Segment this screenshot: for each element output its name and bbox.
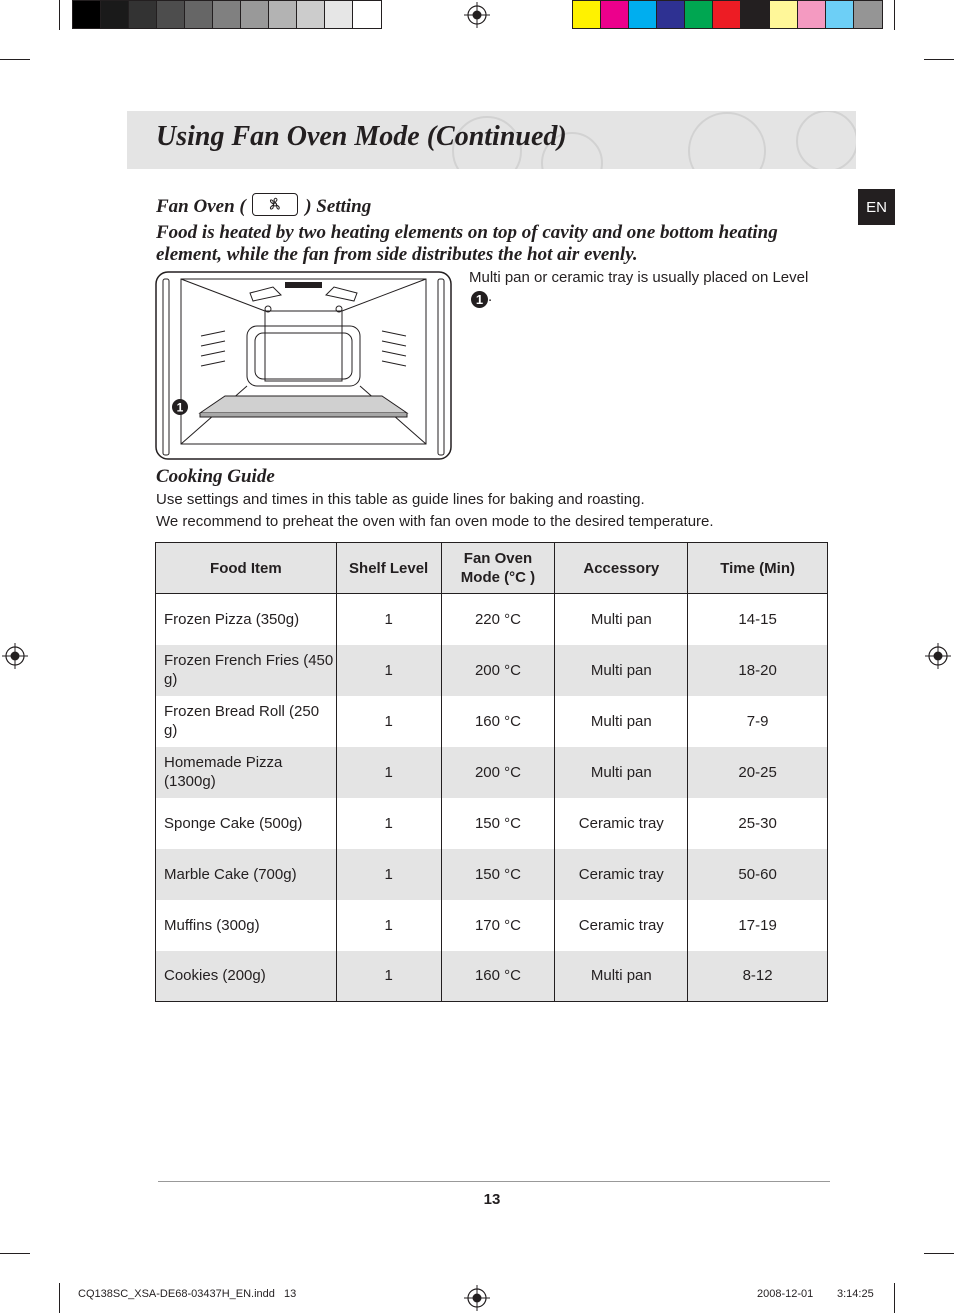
crop-mark — [924, 1253, 954, 1254]
time-cell: 17-19 — [688, 900, 828, 951]
shelf-level-cell: 1 — [336, 900, 441, 951]
accessory-cell: Ceramic tray — [555, 849, 688, 900]
color-swatch — [129, 1, 157, 28]
diagram-level-badge: 1 — [176, 400, 184, 415]
crop-mark — [924, 59, 954, 60]
color-swatch — [297, 1, 325, 28]
placement-note-end: . — [488, 288, 493, 305]
color-swatch — [657, 1, 685, 28]
temperature-cell: 150 °C — [441, 798, 555, 849]
intro-text: Food is heated by two heating elements on top of cavity and one bottom heating element, while the fan from side distributes the hot air evenly. — [156, 222, 778, 265]
table-header-row — [156, 543, 828, 594]
placement-note — [469, 268, 809, 308]
accessory-cell: Multi pan — [555, 696, 688, 747]
color-swatch — [185, 1, 213, 28]
cooking-guide-table — [155, 542, 828, 1002]
color-swatch — [157, 1, 185, 28]
time-cell: 20-25 — [688, 747, 828, 798]
color-swatch — [629, 1, 657, 28]
accessory-cell: Multi pan — [555, 594, 688, 645]
temperature-cell: 200 °C — [441, 747, 555, 798]
crop-mark — [59, 1283, 60, 1313]
page-title: Using Fan Oven Mode (Continued) — [156, 121, 567, 152]
crop-mark — [0, 59, 30, 60]
crop-mark — [894, 1283, 895, 1313]
temperature-cell: 220 °C — [441, 594, 555, 645]
time-cell: 8-12 — [688, 951, 828, 1002]
column-header: Fan Oven Mode (°C ) — [441, 543, 555, 594]
time-cell: 14-15 — [688, 594, 828, 645]
color-swatch — [770, 1, 798, 28]
temperature-cell: 170 °C — [441, 900, 555, 951]
table-row — [156, 747, 828, 798]
time-cell: 50-60 — [688, 849, 828, 900]
time-cell: 7-9 — [688, 696, 828, 747]
placement-note-text: Multi pan or ceramic tray is usually placed on Level — [469, 269, 809, 286]
food-item-cell: Sponge Cake (500g) — [156, 798, 337, 849]
color-swatch — [573, 1, 601, 28]
accessory-cell: Multi pan — [555, 951, 688, 1002]
color-swatch — [241, 1, 269, 28]
column-header: Shelf Level — [336, 543, 441, 594]
level-badge: 1 — [471, 291, 488, 308]
crop-mark — [894, 0, 895, 30]
cooking-guide-heading: Cooking Guide — [156, 466, 275, 487]
shelf-level-cell: 1 — [336, 849, 441, 900]
table-row — [156, 645, 828, 696]
food-item-cell: Frozen Bread Roll (250 g) — [156, 696, 337, 747]
section-heading-suffix: ) Setting — [305, 196, 372, 217]
shelf-level-cell: 1 — [336, 645, 441, 696]
column-header: Accessory — [555, 543, 688, 594]
registration-mark-icon — [464, 1285, 490, 1311]
process-color-bar — [572, 0, 883, 29]
time-cell: 18-20 — [688, 645, 828, 696]
food-item-cell: Homemade Pizza (1300g) — [156, 747, 337, 798]
food-item-cell: Muffins (300g) — [156, 900, 337, 951]
section-heading — [156, 193, 371, 218]
shelf-level-cell: 1 — [336, 747, 441, 798]
crop-mark — [59, 0, 60, 30]
guide-description-line: Use settings and times in this table as guide lines for baking and roasting. — [156, 491, 645, 508]
accessory-cell: Ceramic tray — [555, 900, 688, 951]
column-header: Time (Min) — [688, 543, 828, 594]
color-swatch — [713, 1, 741, 28]
crop-mark — [0, 1253, 30, 1254]
grayscale-color-bar — [72, 0, 382, 29]
food-item-cell: Marble Cake (700g) — [156, 849, 337, 900]
registration-mark-icon — [464, 2, 490, 28]
accessory-cell: Multi pan — [555, 747, 688, 798]
color-swatch — [101, 1, 129, 28]
registration-mark-icon — [925, 643, 951, 669]
color-swatch — [269, 1, 297, 28]
shelf-level-cell: 1 — [336, 594, 441, 645]
table-row — [156, 951, 828, 1002]
color-swatch — [798, 1, 826, 28]
oven-cavity-diagram — [155, 271, 452, 460]
temperature-cell: 200 °C — [441, 645, 555, 696]
guide-description-line: We recommend to preheat the oven with fan oven mode to the desired temperature. — [156, 513, 714, 530]
table-row — [156, 849, 828, 900]
temperature-cell: 150 °C — [441, 849, 555, 900]
shelf-level-cell: 1 — [336, 696, 441, 747]
color-swatch — [741, 1, 769, 28]
fan-oven-icon — [252, 193, 298, 216]
color-swatch — [325, 1, 353, 28]
section-heading-prefix: Fan Oven ( — [156, 196, 246, 217]
color-swatch — [213, 1, 241, 28]
food-item-cell: Cookies (200g) — [156, 951, 337, 1002]
print-slug-date: 2008-12-01 — [757, 1288, 814, 1300]
table-row — [156, 696, 828, 747]
color-swatch — [73, 1, 101, 28]
shelf-level-cell: 1 — [336, 951, 441, 1002]
print-slug-filename: CQ138SC_XSA-DE68-03437H_EN.indd 13 — [78, 1288, 297, 1300]
temperature-cell: 160 °C — [441, 951, 555, 1002]
registration-mark-icon — [2, 643, 28, 669]
time-cell: 25-30 — [688, 798, 828, 849]
table-row — [156, 798, 828, 849]
accessory-cell: Ceramic tray — [555, 798, 688, 849]
print-slug-time: 3:14:25 — [837, 1288, 874, 1300]
food-item-cell: Frozen French Fries (450 g) — [156, 645, 337, 696]
temperature-cell: 160 °C — [441, 696, 555, 747]
footer-divider — [158, 1181, 830, 1182]
shelf-level-cell: 1 — [336, 798, 441, 849]
color-swatch — [685, 1, 713, 28]
table-row — [156, 594, 828, 645]
color-swatch — [353, 1, 381, 28]
column-header: Food Item — [156, 543, 337, 594]
page-number: 13 — [483, 1191, 501, 1208]
color-swatch — [854, 1, 882, 28]
language-tab: EN — [858, 189, 895, 225]
accessory-cell: Multi pan — [555, 645, 688, 696]
color-swatch — [826, 1, 854, 28]
color-swatch — [601, 1, 629, 28]
table-row — [156, 900, 828, 951]
food-item-cell: Frozen Pizza (350g) — [156, 594, 337, 645]
